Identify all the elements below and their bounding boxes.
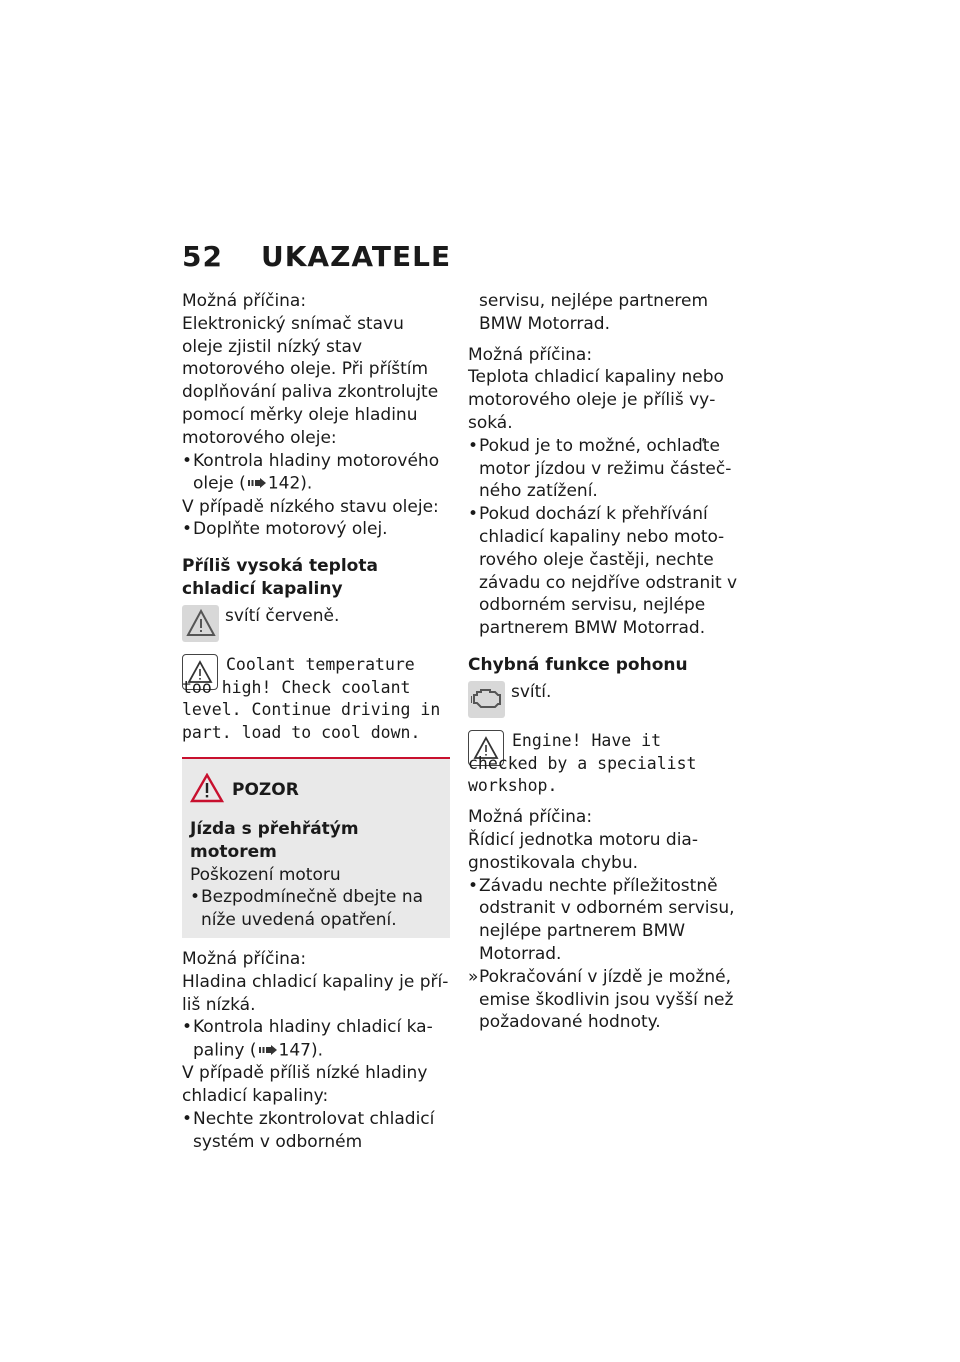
page-reference-arrow-icon <box>248 472 266 495</box>
warning-triangle-lamp-icon <box>182 605 219 642</box>
lamp-state: svítí červeně. <box>225 605 340 626</box>
warning-title-row <box>190 773 440 808</box>
caution-triangle-icon <box>190 773 224 808</box>
list-item: • Kontrola hladiny motorového oleje ( 142). <box>182 450 450 496</box>
list-item: • Doplňte motorový olej. <box>182 518 450 541</box>
section-title: UKAZATELE <box>260 240 452 273</box>
result-item: » Pokračování v jízdě je možné, emise škodlivin jsou vyšší než požadované hodnoty. <box>468 966 738 1034</box>
list-item: • Závadu nechte příležitostně odstranit v odborném servisu, nejlépe partnerem BMW Motorrad. <box>468 875 738 966</box>
cause-label: Možná příčina: <box>182 291 307 311</box>
page-header <box>182 240 451 273</box>
display-message: Coolant temperature too high! Check coolant level. Continue driving in part. load to cool down. <box>182 654 441 743</box>
left-column <box>182 290 450 1154</box>
warning-box <box>182 757 450 938</box>
warning-subtitle: Jízda s přehřátým motorem <box>190 818 359 862</box>
warning-text: Poškození motoru <box>190 864 341 885</box>
warning-title: POZOR <box>232 780 299 801</box>
right-column <box>468 290 738 1034</box>
indicator-row <box>468 681 738 718</box>
cause-text: Elektronický snímač stavu oleje zjistil nízký stav motorového oleje. Při příštím doplňování paliva zkontrolujte pomocí měrky oleje hladinu motorového oleje: <box>182 313 439 448</box>
cause-text: Hladina chladicí kapaliny je příliš nízká. <box>182 971 449 1015</box>
list-item: • Nechte zkontrolovat chladicí systém v odborném <box>182 1108 450 1154</box>
case-text: V případě příliš nízké hladiny chladicí kapaliny: <box>182 1063 428 1107</box>
list-item: • Pokud dochází k přehřívání chladicí kapaliny nebo motorového oleje častěji, nechte závadu co nejdříve odstranit v odborném servisu, nejlépe partnerem BMW Motorrad. <box>468 503 738 640</box>
engine-lamp-icon <box>468 681 505 718</box>
continued-text: servisu, nejlépe partnerem BMW Motorrad. <box>479 291 709 334</box>
cause-text: Teplota chladicí kapaliny nebo motorového oleje je příliš vysoká. <box>468 367 724 433</box>
display-message: Engine! Have it checked by a specialist workshop. <box>468 730 697 796</box>
list-item: • Kontrola hladiny chladicí kapaliny ( 147). <box>182 1016 450 1062</box>
section-heading: Příliš vysoká teplota chladicí kapaliny <box>182 556 378 599</box>
section-heading: Chybná funkce pohonu <box>468 654 688 675</box>
list-item: • Pokud je to možné, ochlaďte motor jízdou v režimu částečného zatížení. <box>468 435 738 503</box>
lamp-state: svítí. <box>511 681 552 702</box>
cause-label: Možná příčina: <box>182 948 307 969</box>
case-text: V případě nízkého stavu oleje: <box>182 496 439 517</box>
page-number: 52 <box>182 240 223 273</box>
indicator-row <box>182 605 450 642</box>
page-reference-arrow-icon <box>259 1039 277 1062</box>
cause-text: Řídicí jednotka motoru diagnostikovala chybu. <box>468 829 698 873</box>
list-item: • Bezpodmínečně dbejte na níže uvedená opatření. <box>190 886 440 932</box>
cause-label: Možná příčina: <box>468 344 593 365</box>
cause-label: Možná příčina: <box>468 807 593 828</box>
